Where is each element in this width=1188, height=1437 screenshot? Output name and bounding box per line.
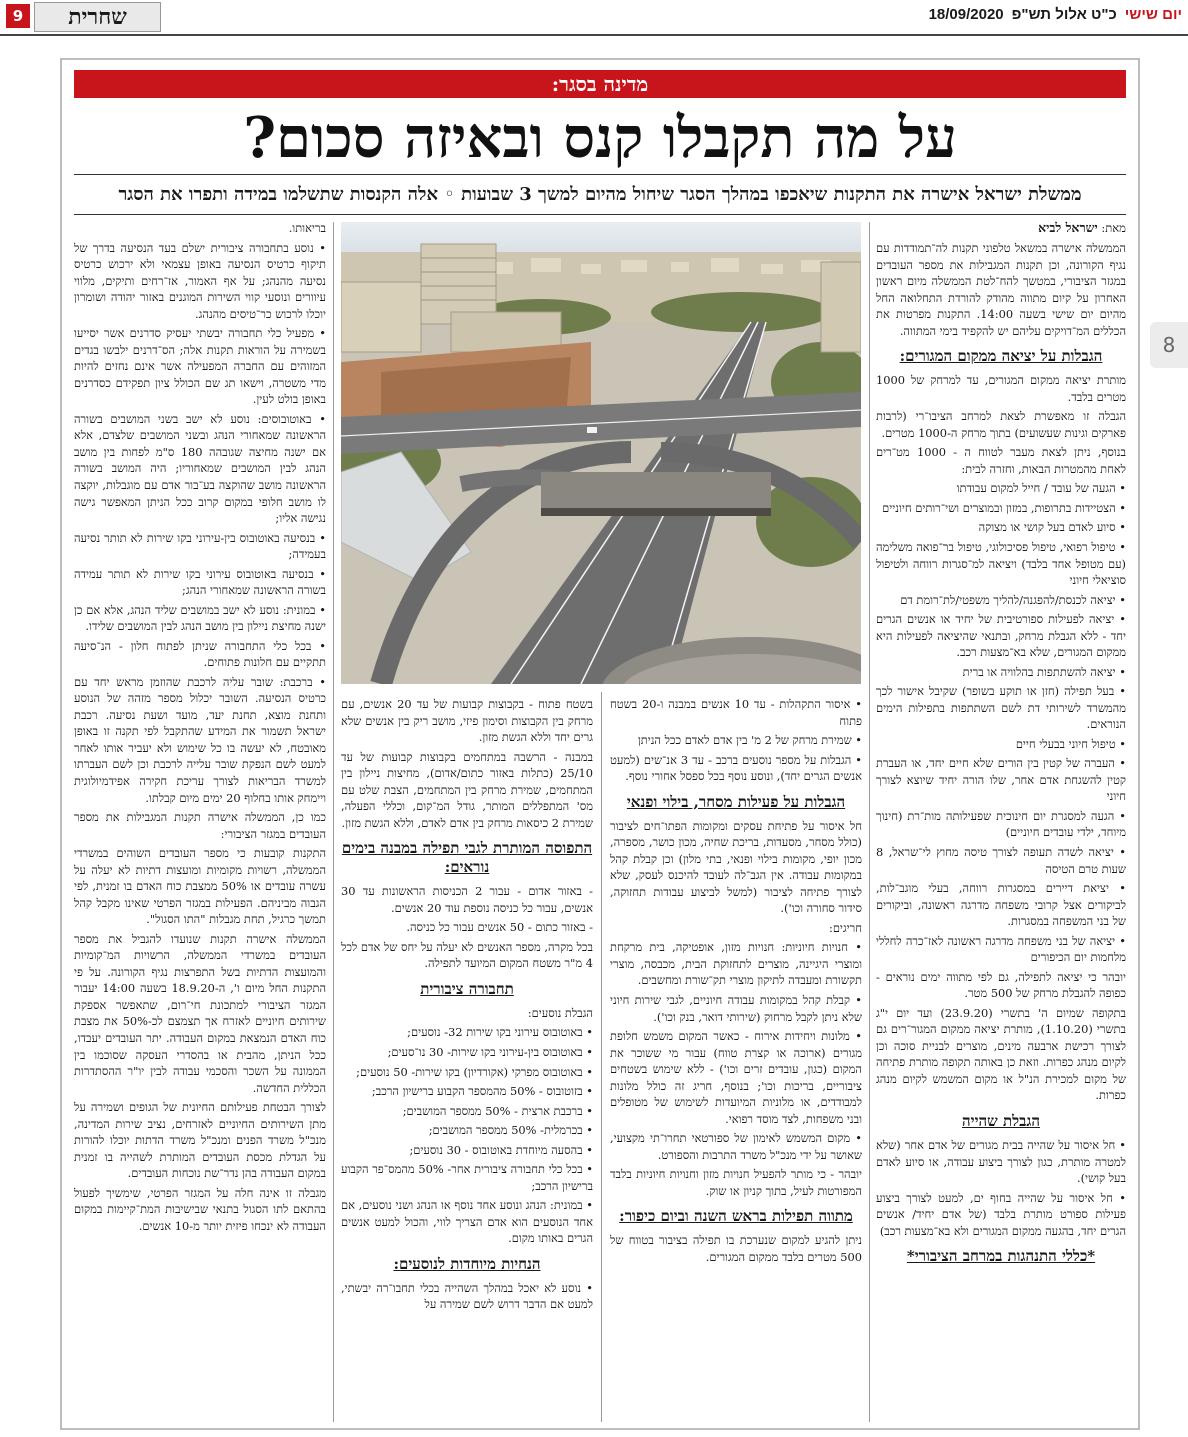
article-column-3 [341, 696, 593, 1426]
issue-date-line [929, 6, 1182, 23]
bullet-item: • מפעיל כלי תחבורה יבשתי יעסיק סדרנים אשר יסייעו בשמירה על הוראות תקנות אלה; הס־דרנים ילבשו בגדים המזוהים עם החברה המפעילה אשר אינם נחזים להיות מדי משטרה, וישאו תג שם הכולל ציון תפקידם כסדרנים באופן בולט לעין. [74, 325, 326, 408]
next-page-tab[interactable]: 8 [1150, 322, 1188, 368]
bullet-item: • באוטובוס מפרקי (אקורדיון) בקו שירות- 50 נוסעים; [341, 1064, 593, 1081]
section-heading: הגבלות על יציאה ממקום המגורים: [899, 347, 1103, 366]
bullet-item: • מלונות ויחידות אירוח - כאשר המקום משמש חלופת מגורים (ארוכה או קצרת טווח) עבור מי ששוכר את המקום (כגון, עובדים זרים וכו') - ללא שימוש בשטחים ציבוריים, בריכות וכו'; בנוסף, חריג זה כולל מלונות למבודדים, או מלוניות המיועדות לשימוש של מטופלים ובני משפחות, לצד מוסד רפואי. [610, 1028, 862, 1127]
paragraph: הממשלה אישרה תקנות שנועדו להגביל את מספר העובדים במשרדי הממשלה, הרשויות המ־קומיות והמועצות הדתיות בשל התפרצות נגיף הקורונה. על פי התקנות החל מיום ו', ה-18.9.20 בשעה 14:00 יעבור המגזר הציבורי למתכונת חי־רום, שתאפשר אספקת שירותים חיוניים לאזרח אך תצמצם לכ-50% את מצבת כוח האדם הנמצאת במקום העבודה. יתר העובדים יעבדו, ככל הניתן, מהבית או בהסדרי העסקה שסוכמו בין הממונה על השכר והסכמי עבודה לבין יו"ר ההסתדרות הכללית החדשה. [74, 931, 326, 1095]
issue-day: יום שישי [1124, 6, 1182, 23]
paragraph: בכל מקרה, מספר האנשים לא יעלה על יחס של אדם לכל 4 מ"ר משטח המקום המיועד לתפילה. [341, 939, 593, 971]
section-heading: תחבורה ציבורית [420, 979, 514, 998]
subheadline: ממשלת ישראל אישרה את התקנות שיאכפו במהלך הסגר שיחול מהיום למשך 3 שבועות ◦ אלה הקנסות שתשלמו במידה ותפרו את הסגר [118, 184, 1082, 205]
subhead-divider [74, 214, 1126, 215]
headline: על מה תקבלו קנס ובאיזה סכום? [243, 105, 957, 171]
paragraph: ניתן להגיע למקום שנערכת בו תפילה בציבור בטווח של 500 מטרים בלבד ממקום המגורים. [610, 1233, 862, 1264]
bullet-item: • יציאה לכנסת/להפגנה/להליך משפטי/לת־רומת דם [876, 592, 1126, 609]
byline [876, 220, 1126, 236]
paragraph: בריאותו. [288, 221, 326, 235]
bullet-item: • חל איסור על שהייה בבית מגורים של אדם אחר (שלא למטרה מותרת, כגון לצורך ביצוע עבודה, או סיוע לאדם בעל קושי). [876, 1137, 1126, 1187]
bullet-item: • יציאה לשדה תעופה לצורך טיסה מחוץ לי־שראל, 8 שעות טרם הטיסה [876, 844, 1126, 877]
bullet-item: • הגעה למסגרת יום חינוכית שפעילותה מות־רת (חינוך מיוחד, ילדי עובדים חיוניים) [876, 808, 1126, 841]
section-heading: התפוסה המותרת לגבי תפילה במבנה בימים נוראים: [341, 839, 593, 877]
issue-hebrew-date: כ"ט אלול תש"פ [1011, 6, 1117, 23]
masthead [0, 0, 1188, 36]
paragraph: הגבלה זו מאפשרת לצאת למרחב הציבו־רי (לרבות פארקים וגינות שעשועים) בתוך מרחק ה-1000 מטרים. [876, 409, 1126, 440]
bullet-item: • העברה של קטין בין הורים שלא חיים יחד, או העברת קטין להשגחת אדם אחר, שלו הורה יחיד שיוצא לצורך חיוני [876, 755, 1126, 805]
article-column-4 [74, 220, 326, 1425]
bullet-item: • קבלת קהל במקומות עבודה חיוניים, לגבי שירות חיוני שלא ניתן לקבל מרחוק (שירותי דואר, בנק וכו'). [610, 992, 862, 1025]
bullet-item: • בזוטובוס - 50% מהמספר הקבוע ברישיון הרכב; [341, 1083, 593, 1100]
bullet-item: • יציאה להשתתפות בהלוויה או ברית [876, 664, 1126, 681]
column-divider [601, 692, 602, 1422]
byline-label: מאת: [1101, 221, 1126, 235]
section-heading: הנחיות מיוחדות לנוסעים: [393, 1254, 541, 1273]
paragraph: - באזור אדום - עבור 2 הכניסות הראשונות עד 30 אנשים, עבור כל כניסה נוספת עוד 20 אנשים. [341, 884, 593, 915]
bullet-item: • חנויות חיוניות: חנויות מזון, אופטיקה, בית מרקחת ומוצרי היגיינה, מוצרים לתחזוקת הבית, מכבסה, מוצרי תקשורת ומעבדה לתיקון מוצרי תק־שורת ומחשבים. [610, 939, 862, 989]
paragraph: - באזור כתום - 50 אנשים עבור כל כניסה. [406, 920, 593, 935]
section-heading: הגבלות על פעילות מסחר, בילוי ופנאי [626, 792, 846, 811]
paragraph: חריגים: [828, 920, 862, 935]
bullet-item: • בנסיעה באוטובוס בין-עירוני בקו שירות לא תותר נסיעה בעמידה; [74, 530, 326, 563]
bullet-item: • הגבלות על מספר נוסעים ברכב - עד 3 אנ־שים (למעט אנשים הגרים יחד), ונוסע נוסף בכל ספסל אחורי נוסף. [610, 752, 862, 785]
bullet-item: • ברכבת ארצית - 50% ממספר המושבים; [341, 1103, 593, 1120]
bullet-item: • באוטובוסים: נוסע לא ישב בשני המושבים בשורה הראשונה שמאחורי הנהג ובשני המושבים שלצדם, אלא אם ישנה מחיצה שגובהה 180 ס"מ לפחות בין מושב הנהג לבין המושבים שמאחוריו; היה המושב בשורה הראשונה מושב שהוקצה בע־בור אדם עם מוגבלות, יוקצה לו מושב חלופי במקום קרוב ככל הניתן המאפשר גישה נגישה אליו; [74, 411, 326, 527]
section-heading: הגבלת שהייה [962, 1111, 1040, 1130]
bullet-item: • יציאה לפעילות ספורטיבית של יחיד או אנשים הגרים יחד - ללא הגבלת מרחק, ובתנאי שהיציאה לפעילות היא ממקום המגורים, שלא בא־מצעות רכב. [876, 611, 1126, 661]
newspaper-logo: שחרית [34, 2, 161, 32]
bullet-item: • הגעה של עובד / חייל למקום עבודתו [876, 480, 1126, 497]
paragraph: יובהר - כי מותר להפעיל חנויות מזון וחנויות חיוניות בלבד המפורטות לעיל, בתוך קניון או שוק. [610, 1167, 862, 1198]
column-divider [869, 222, 870, 1422]
paragraph: במבנה - הרשבה במתחמים בקבוצות קבועות של עד 25/10 (כתלות באזור כתום/אדום), מחיצות ניילון בין המתחמים, שמירת מרחק בין המתחמים, הצבת שלט עם מס' המתפללים המותר, גודל המ־קום, וכללי הפעלה, שמירת 2 כיסאות מרחק בין אדם לאדם, וללא הגשת מזון. [341, 749, 593, 830]
lockdown-highway-photo [341, 222, 861, 684]
bullet-item: • באוטובוס עירוני בקו שירות 32- נוסעים; [341, 1024, 593, 1041]
bullet-item: • מקום המשמש לאימון של ספורטאי תחרו־תי מקצועי, שאושר על ידי מנכ"ל משרד התרבות והספורט. [610, 1130, 862, 1163]
bullet-item: • בכל כלי התחבורה שניתן לפתוח חלון - הנ־סיעה תתקיים עם חלונות פתוחים. [74, 638, 326, 671]
bullet-item: • סיוע לאדם בעל קושי או מצוקה [876, 519, 1126, 536]
section-kicker: מדינה בסגר: [74, 70, 1126, 98]
headline-divider [74, 174, 1126, 175]
bullet-item: • בכרמלית- 50% ממספר המושבים; [341, 1122, 593, 1139]
paragraph: בשטח פתוח - בקבוצות קבועות של עד 20 אנשים, עם מרחק בין הקבוצות וסימון פיזי, מושב ריק בין אנשים שלא גרים יחד וללא הגשת מזון. [341, 697, 593, 745]
byline-author: ישראל לביא [1038, 220, 1098, 235]
paragraph: בנוסף, ניתן לצאת מעבר לטווח ה - 1000 מט־רים לאחת מהמטרות הבאות, וחזרה לבית: [876, 445, 1126, 476]
bullet-item: • בהסעה מיוחדת באוטובוס - 30 נוסעים; [341, 1142, 593, 1159]
bullet-item: • ברכבת: שובר עליה לרכבת שהוזמן מראש יחד עם כרטיס הנסיעה. השובר יכלול מספר מזהה של הנוסע ותחנת מוצא, תחנת יעד, מועד ושעת נסיעה. רכבת ישראל תשמור את המידע שהתקבל לפי תקנה זו באופן מאובטח, לא יעשה בו כל שימוש ולא יעביר אותו לאחר למעט לשם הנפקת שובר עלייה לרכבת וכן לשם העברתו למשרד הבריאות לצורך עריכת חקירה אפידמיולוגית ויימחק אותו בחלוף 20 ימים מיום קבלתו. [74, 674, 326, 806]
article-column-1 [876, 220, 1126, 1425]
bullet-item: • בעל תפילה (חזן או תוקע בשופר) שקיבל אישור לכך מהמשרד לשירותי דת לשם השתתפות בתפילות הימים הנוראים. [876, 683, 1126, 733]
bullet-item: • שמירת מרחק של 2 מ' בין אדם לאדם ככל הניתן [610, 732, 862, 749]
section-heading: מתווה תפילות בראש השנה וביום כיפור: [619, 1207, 853, 1226]
paragraph: מותרת יציאה ממקום המגורים, עד למרחק של 1000 מטרים בלבד. [876, 373, 1126, 404]
bullet-item: • במונית: נוסע לא ישב במושבים שליד הנהג, אלא אם כן ישנה מחיצת ניילון בין מושב הנהג לבין המושבים שלידו. [74, 602, 326, 635]
issue-date: 18/09/2020 [928, 6, 1004, 23]
column-divider [333, 222, 334, 1422]
bullet-item: • בכל כלי תחבורה ציבורית אחר- 50% מהמס־פר הקבוע ברישיון הרכב; [341, 1161, 593, 1194]
bullet-item: • בנסיעה באוטובוס עירוני בקו שירות לא תותר עמידה בשורה הראשונה שמאחורי הנהג; [74, 566, 326, 599]
bullet-item: • טיפול רפואי, טיפול פסיכולוגי, טיפול בר־פואה משלימה (עם מטופל אחד בלבד) ויציאה למ־סגרות רווחה ולטיפול סוציאלי חיוני [876, 539, 1126, 589]
bullet-item: • במונית: הנהג ונוסע אחד נוסף או הנהג ושני נוסעים, אם אחד הנוסעים הוא אדם הצריך לווי, והכול למעט אנשים הגרים באותו מקום. [341, 1197, 593, 1247]
bullet-item: • נוסע לא יאכל במהלך השהייה בכלי תחבו־רה יבשתי, למעט אם הדבר דרוש לשם שמירה על [341, 1280, 593, 1313]
paragraph: הגבלת נוסעים: [527, 1005, 593, 1020]
paragraph: יובהר כי יציאה לתפילה, גם לפי מתווה ימים נוראים - כפופה להגבלת מרחק של 500 מטר. [876, 969, 1126, 1001]
bullet-item: • יציאת דיירים במסגרות רווחה, בעלי מוגב־לות, לביקורים אצל קרובי משפחה מדרגה ראשונה, וביקורים של בני המשפחה במסגרות. [876, 880, 1126, 930]
paragraph: מגבלה זו אינה חלה על המגזר הפרטי, שימשיך לפעול בהתאם לתו הסגול בתנאי שבישיבות המת־קיימות במקום העבודה לא ינכחו פיזית יותר מ-10 אנשים. [74, 1185, 326, 1233]
paragraph: התקנות קובעות כי מספר העובדים השוהים במשרדי הממשלה, רשויות מקומיות ומועצות דתיות לא יעלה על עשרה עובדים או 50% ממצבת כוח האדם בו זמנית, לפי הגבוה מביניהם. הפעילות במגזר הפרטי שאינו מקבל קהל תמשך כרגיל, תחת מגבלות "התו הסגול". [74, 846, 326, 927]
paragraph: כמו כן, הממשלה אישרה תקנות המגבילות את מספר העובדים במגזר הציבורי: [74, 810, 326, 841]
bullet-item: • הצטיידות בתרופות, במזון ובמוצרים ושי־רותים חיוניים [876, 500, 1126, 517]
bullet-item: • יציאה של בני משפחה מדרגה ראשונה לאז־כרה לחללי מלחמות יום הכיפורים [876, 933, 1126, 966]
bullet-item: • נוסע בתחבורה ציבורית ישלם בעד הנסיעה בדרך של תיקוף כרטיס הנסיעה באופן עצמאי ולא ירכוש כרטיס נסיעה מהנהג; על אף האמור, אז־רחים ותיקים, מלווי עיוורים ונוסעי קווי השירות המוגנים באזור יהודה ושומרון יוכלו לרכוש כר־טיסים מהנהג. [74, 240, 326, 323]
bullet-item: • חל איסור על שהייה בחוף ים, למעט לצורך ביצוע פעילות ספורט מותרת בלבד (של אדם יחיד/ אנשים הגרים יחד, בהגעה ממקום המגורים ולא בא־מצעות רכב) [876, 1190, 1126, 1240]
paragraph: חל איסור על פתיחת עסקים ומקומות הפתו־חים לציבור (כולל מסחר, מסעדות, בריכת שחיה, מכון כושר, מספרה, מכון יופי, מקומות בילוי ופנאי, בתי מלון) וכן קבלת קהל במקומות עבודה. אין הגב־לה לעובד להיכנס לעסק, שלא לצורך פתיחה לציבור (למשל לביצוע עבודות תחזוקה, סידור סחורה וכו'). [610, 818, 862, 916]
paragraph: הממשלה אישרה במשאל טלפוני תקנות לה־תמודדות עם נגיף הקורונה, וכן תקנות המגבילות את מספר העובדים במגזר הציבורי, במטשך להח־לטת הממשלה מיום ראשון האחרון על קיום מתווה מהודק להורדת התחלואה החל מהיום יום שישי בשעה 14:00. התקנות מפרטות את הכללים המ־דויקים עליהם יש להקפיד בימי המתווה. [876, 241, 1126, 338]
article-column-2 [610, 696, 862, 1426]
section-heading: *כללי התנהגות במרחב הציבורי* [906, 1247, 1096, 1266]
bullet-item: • טיפול חיוני בבעלי חיים [876, 736, 1126, 753]
page-number: 9 [6, 4, 30, 28]
paragraph: בתקופה שמיום ה' בתשרי (23.9.20) ועד יום י"ג בתשרי (1.10.20), מותרת יציאה ממקום המגור־רים גם לצורך רכישת ארבעה מינים, מוצרים לבניית סוכה וכן לקיום מנהג כפרות. וזאת כן באותה תקופה מותרת פתיחה של מקום למכירת הנ"ל או מקום המשמש לקיום מנהג כפרות. [876, 1005, 1126, 1103]
paragraph: לצורך הבטחת פעילותם החיונית של הגופים ושמירה על מתן השירותים החיוניים לאזרחים, נציב שירות המדינה, מנכ"ל משרד הפנים ומנכ"ל משרד הדתות יוכלו להורות על הגדלת מכסת העובדים המותרת לשהייה בו זמנית במקום העבודה בהן נדר־שת נוכחות העובדים. [74, 1100, 326, 1181]
bullet-item: • איסור התקהלות - עד 10 אנשים במבנה ו-20 בשטח פתוח [610, 696, 862, 729]
bullet-item: • באוטובוס בין-עירוני בקו שירות- 30 נו־סעים; [341, 1044, 593, 1061]
highway-interchange-image [341, 222, 861, 684]
